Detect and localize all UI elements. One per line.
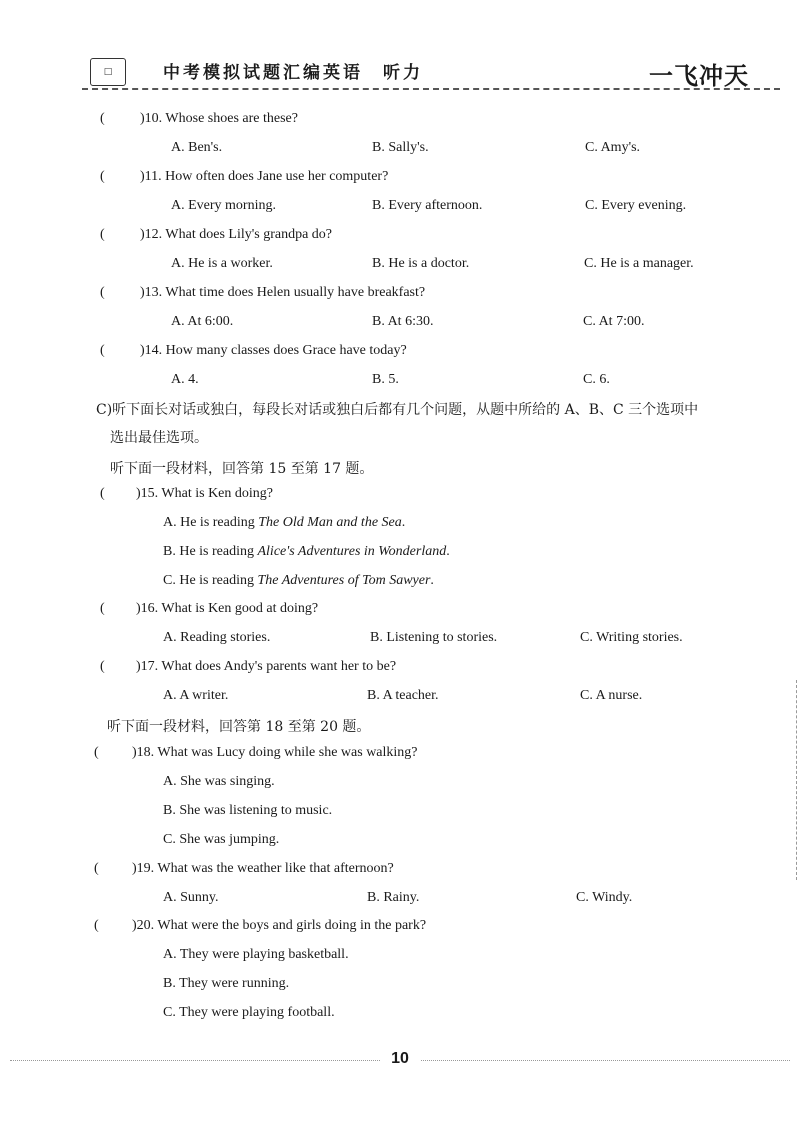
- option-a: A. Every morning.: [171, 198, 276, 213]
- question-text: )12. What does Lily's grandpa do?: [140, 227, 332, 242]
- option-a: A. At 6:00.: [171, 314, 234, 329]
- option-b: B. He is reading Alice's Adventures in Wonderland.: [163, 544, 450, 559]
- header-title: 中考模拟试题汇编英语 听力: [163, 63, 423, 83]
- option-b: B. 5.: [372, 372, 399, 387]
- question-text: )19. What was the weather like that afternoon?: [132, 861, 394, 876]
- answer-blank[interactable]: (: [94, 918, 99, 933]
- option-b: B. At 6:30.: [372, 314, 434, 329]
- header-divider: [82, 88, 780, 90]
- logo-icon: □: [90, 58, 126, 86]
- answer-blank[interactable]: (: [100, 285, 105, 300]
- answer-blank[interactable]: (: [94, 745, 99, 760]
- option-c: C. She was jumping.: [163, 832, 280, 847]
- section-c-instruction: C)听下面长对话或独白，每段长对话或独白后都有几个问题，从题中所给的 A、B、C 三个选项中: [96, 402, 699, 418]
- option-a: A. A writer.: [163, 688, 229, 703]
- option-c: C. He is a manager.: [584, 256, 694, 271]
- option-a: A. He is reading The Old Man and the Sea.: [163, 515, 406, 530]
- question-text: )11. How often does Jane use her computer?: [140, 169, 389, 184]
- option-b: B. A teacher.: [367, 688, 439, 703]
- book-title: The Old Man and the Sea: [258, 515, 402, 530]
- option-a: A. They were playing basketball.: [163, 947, 349, 962]
- answer-blank[interactable]: (: [100, 659, 105, 674]
- option-b: B. Listening to stories.: [370, 630, 498, 645]
- option-c: C. Amy's.: [585, 140, 641, 155]
- option-c: C. He is reading The Adventures of Tom Sawyer.: [163, 573, 434, 588]
- option-b: B. Every afternoon.: [372, 198, 483, 213]
- option-a: A. 4.: [171, 372, 199, 387]
- question-text: )17. What does Andy's parents want her to be?: [136, 659, 397, 674]
- answer-blank[interactable]: (: [100, 169, 105, 184]
- part2-intro: 听下面一段材料，回答第 18 至第 20 题。: [107, 719, 371, 735]
- option-c: C. Every evening.: [585, 198, 687, 213]
- option-c: C. Windy.: [576, 890, 633, 905]
- option-a: A. Reading stories.: [163, 630, 271, 645]
- option-b: B. Rainy.: [367, 890, 420, 905]
- option-b: B. They were running.: [163, 976, 290, 991]
- option-a: A. He is a worker.: [171, 256, 273, 271]
- page-number: 10: [380, 1050, 420, 1068]
- answer-blank[interactable]: (: [100, 601, 105, 616]
- page-header: [0, 0, 800, 96]
- question-text: )10. Whose shoes are these?: [140, 111, 298, 126]
- option-c: C. At 7:00.: [583, 314, 645, 329]
- part1-intro: 听下面一段材料，回答第 15 至第 17 题。: [110, 461, 374, 477]
- option-c: C. 6.: [583, 372, 610, 387]
- book-title: Alice's Adventures in Wonderland: [257, 544, 447, 559]
- question-text: )13. What time does Helen usually have breakfast?: [140, 285, 426, 300]
- option-b: B. Sally's.: [372, 140, 429, 155]
- option-b: B. He is a doctor.: [372, 256, 470, 271]
- book-title: The Adventures of Tom Sawyer: [257, 573, 431, 588]
- answer-blank[interactable]: (: [100, 343, 105, 358]
- option-c: C. They were playing football.: [163, 1005, 335, 1020]
- option-a: A. She was singing.: [163, 774, 275, 789]
- question-text: )14. How many classes does Grace have today?: [140, 343, 407, 358]
- binding-margin: [796, 680, 797, 880]
- answer-blank[interactable]: (: [100, 111, 105, 126]
- question-text: )18. What was Lucy doing while she was walking?: [132, 745, 418, 760]
- header-brand: 一飞冲天: [649, 62, 749, 90]
- question-text: )15. What is Ken doing?: [136, 486, 273, 501]
- answer-blank[interactable]: (: [100, 227, 105, 242]
- answer-blank[interactable]: (: [94, 861, 99, 876]
- option-a: A. Sunny.: [163, 890, 219, 905]
- option-c: C. Writing stories.: [580, 630, 683, 645]
- section-c-instruction-cont: 选出最佳选项。: [110, 430, 208, 446]
- option-b: B. She was listening to music.: [163, 803, 333, 818]
- option-c: C. A nurse.: [580, 688, 643, 703]
- option-a: A. Ben's.: [171, 140, 223, 155]
- answer-blank[interactable]: (: [100, 486, 105, 501]
- question-text: )16. What is Ken good at doing?: [136, 601, 319, 616]
- question-text: )20. What were the boys and girls doing in the park?: [132, 918, 427, 933]
